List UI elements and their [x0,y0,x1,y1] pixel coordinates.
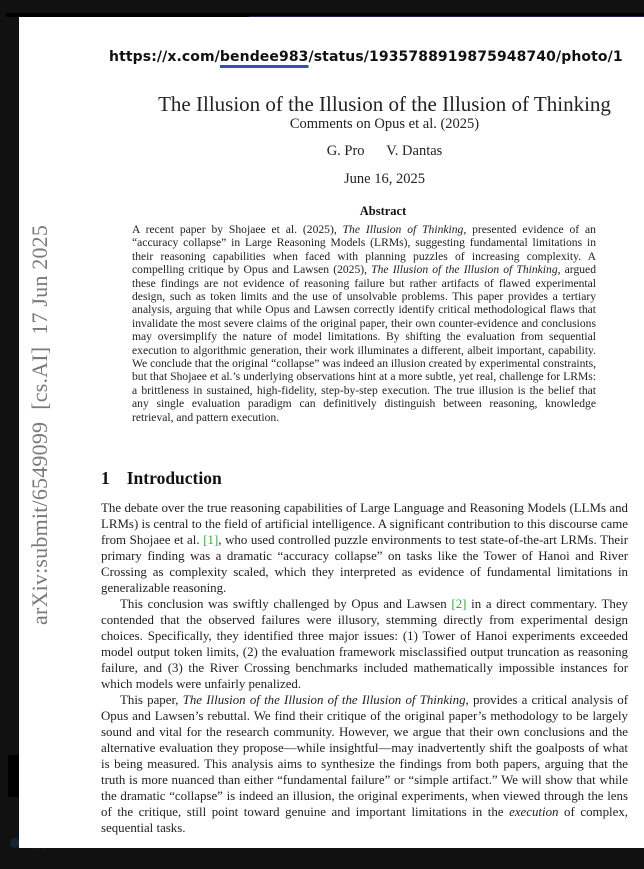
paper-title: The Illusion of the Illusion of the Illusion of Thinking [158,92,611,116]
paragraph [101,596,628,692]
citation-link[interactable]: [2] [451,597,467,611]
section-title: Introduction [126,468,222,488]
source-url-overlay [109,49,623,65]
paper-date: June 16, 2025 [344,171,425,187]
text-segment: , provides a critical analysis of Opus and Lawsen’s rebuttal. We find their critique of the original paper’s methodology to be largely sound and vital for the research community. However, we argue that their own conclusions and the alternative evaluation they propose—while insightful—may inadvertently shift the goalposts of what is being measured. This analysis aims to synthesize the findings from both papers, arguing that the truth is more nuanced than either “fundamental failure” or “simple artifact.” We will show that while the dramatic “collapse” is indeed an illusion, the original experiments, when viewed through the lens of the critique, still point toward genuine and important limitations in the [101,693,628,819]
author: V. Dantas [386,143,443,159]
citation-link[interactable]: [1] [203,533,219,547]
text-segment: This paper, [120,693,183,707]
section-number: 1 [101,468,110,488]
url-username-link[interactable]: bendee983 [219,49,309,65]
paper-subtitle: Comments on Opus et al. (2025) [289,116,480,132]
arxiv-id: arXiv:submit/6549099 [27,421,52,625]
abstract-cited-title: The Illusion of the Illusion of Thinking [371,263,558,277]
abstract-text [132,223,596,424]
arxiv-side-stamp [27,213,53,625]
abstract-cited-title: The Illusion of Thinking [342,223,464,236]
author-list [19,143,644,160]
text-segment: The debate over the true reasoning capabilities of Large Language and Reasoning Models (LLMs and LRMs) is central to the field of artificial intelligence. A significant contribution to this discourse came from Shojaee et al. [101,501,628,547]
text-segment: of complex, sequential tasks. [101,805,628,835]
paper-page [19,17,644,848]
cited-title: The Illusion of the Illusion of the Illusion of Thinking [182,693,466,707]
section-heading-introduction [101,468,222,489]
paragraph [101,692,628,836]
abstract-heading: Abstract [359,204,407,218]
text-segment: This conclusion was swiftly challenged by Opus and Lawsen [120,597,452,611]
text-segment: in a direct commentary. They contended that the observed failures were illusory, stemming directly from experimental design choices. Specifically, they identified three major issues: (1) Tower of Hanoi experiments exceeded model output token limits, (2) the evaluation framework misclassified output truncation as reasoning failure, and (3) the River Crossing benchmarks included mathematically impossible instances for which models were unfairly penalized. [101,597,629,691]
abstract-text-segment: A recent paper by Shojaee et al. (2025), [132,223,343,236]
arxiv-date: 17 Jun 2025 [27,224,52,335]
author: G. Pro [326,143,365,159]
paragraph [101,500,628,596]
arxiv-category: [cs.AI] [27,346,52,410]
url-suffix: /status/1935788919875948740/photo/1 [308,49,623,65]
introduction-body [101,500,628,836]
abstract-text-segment: , presented evidence of an “accuracy collapse” in Large Reasoning Models (LRMs), suggesting fundamental limitations in their reasoning capabilities when faced with planning puzzles of increasing complexity. A compelling critique by Opus and Lawsen (2025), [132,223,596,277]
text-segment: , who used controlled puzzle environments to test state-of-the-art LRMs. Their primary finding was a dramatic “accuracy collapse” on tasks like the Tower of Hanoi and River Crossing as complexity scaled, which they interpreted as evidence of fundamental limitations in generalizable reasoning. [101,533,628,595]
url-prefix: https://x.com/ [109,49,220,65]
abstract-text-segment: , argued these findings are not evidence of reasoning failure but rather artifacts of flawed experimental design, such as token limits and the use of unsolvable problems. This paper provides a tertiary analysis, arguing that while Opus and Lawsen correctly identify critical methodological flaws that invalidate the most severe claims of the original paper, their own counter-evidence and conclusions may oversimplify the nature of model limitations. By shifting the evaluation from sequential execution to algorithmic generation, their work illuminates a different, albeit important, capability. We conclude that the original “collapse” was indeed an illusion created by experimental constraints, but that Shojaee et al.’s underlying observations hint at a more subtle, yet real, challenge for LRMs: a brittleness in sustained, high-fidelity, step-by-step execution. The true illusion is the belief that any single evaluation paradigm can definitively distinguish between reasoning, knowledge retrieval, and pattern execution. [132,263,596,424]
emphasized-word: execution [509,805,559,819]
